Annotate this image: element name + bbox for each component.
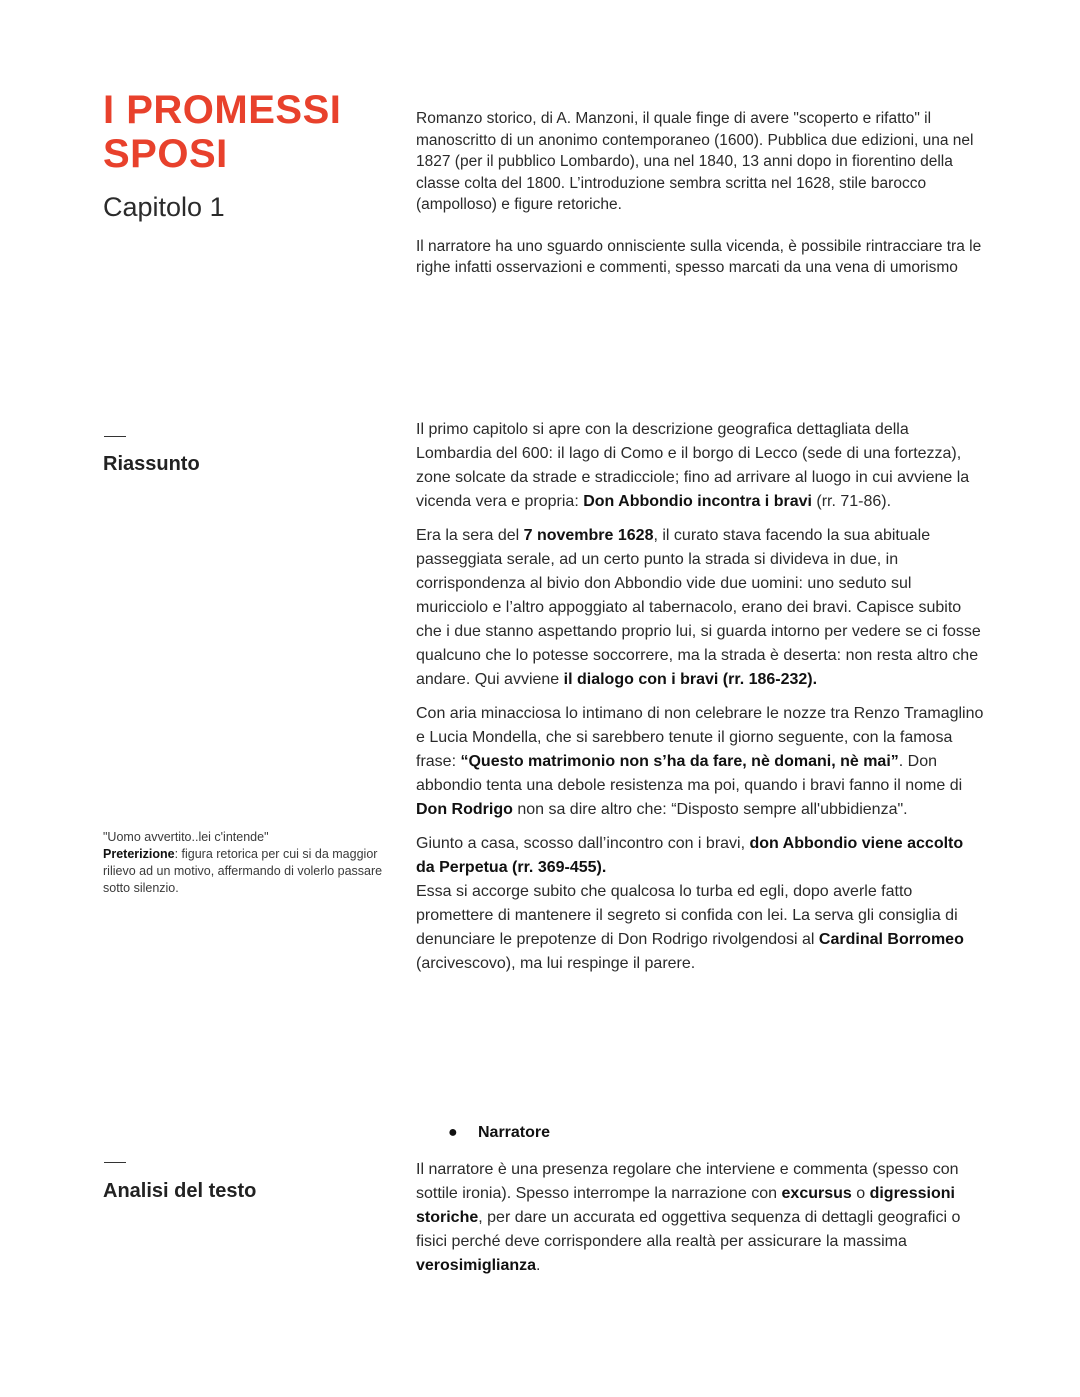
bullet-label: Narratore — [478, 1124, 551, 1141]
section-heading-riassunto: Riassunto — [103, 453, 200, 475]
riassunto-paragraph: Con aria minacciosa lo intimano di non celebrare le nozze tra Renzo Tramaglino e Lucia Mondella, che si sarebbero tenute il giorno seguente, con la famosa frase: “Questo matrimonio non s’ha da fare, nè domani, nè mai”. Don abbondio tenta una debole resistenza ma poi, quando i bravi fanno il nome di Don Rodrigo non sa dire altro che: “Disposto sempre all'ubbidienza". — [416, 705, 984, 818]
section-divider — [104, 1162, 126, 1163]
side-note-definition: Preterizione: figura retorica per cui si da maggior rilievo ad un motivo, affermando di volerlo passare sotto silenzio. — [103, 847, 383, 895]
analisi-paragraph: Il narratore è una presenza regolare che interviene e commenta (spesso con sottile ironia). Spesso interrompe la narrazione con excursus o digressioni storiche, per dare un accurata ed oggettiva sequenza di dettagli geografici o fisici perché deve corrispondere alla realtà per assicurare la massima verosimiglianza. — [416, 1161, 961, 1274]
title-line-1: I PROMESSI — [103, 88, 342, 132]
analisi-body — [416, 1158, 986, 1288]
riassunto-body — [416, 418, 986, 986]
section-heading-analisi: Analisi del testo — [103, 1180, 257, 1202]
bullet-item-narratore — [448, 1124, 550, 1142]
bullet-icon: ● — [448, 1124, 458, 1141]
intro-paragraph-2: Il narratore ha uno sguardo onnisciente sulla vicenda, è possibile rintracciare tra le righe infatti osservazioni e commenti, spesso marcati da una vena di umorismo — [416, 237, 982, 276]
side-note-quote: "Uomo avvertito..lei c'intende" — [103, 830, 269, 844]
riassunto-paragraph: Era la sera del 7 novembre 1628, il curato stava facendo la sua abituale passeggiata serale, ad un certo punto la strada si divideva in due, in corrispondenza al bivio don Abbondio vide due uomini: uno seduto sul muricciolo e l’altro appoggiato al tabernacolo, erano dei bravi. Capisce subito che i due stanno aspettando proprio lui, si guarda intorno per vedere se ci fosse qualcuno che lo potesse soccorrere, ma la strada è deserta: non resta altro che andare. Qui avviene il dialogo con i bravi (rr. 186-232). — [416, 527, 981, 688]
riassunto-paragraph: Giunto a casa, scosso dall’incontro con i bravi, don Abbondio viene accolto da Perpetua (rr. 369-455). Essa si accorge subito che qualcosa lo turba ed egli, dopo averle fatto promettere di mantenere il segreto si confida con lei. La serva gli consiglia di denunciare le prepotenze di Don Rodrigo rivolgendosi al Cardinal Borromeo (arcivescovo), ma lui respinge il parere. — [416, 835, 964, 972]
riassunto-paragraph: Il primo capitolo si apre con la descrizione geografica dettagliata della Lombardia del 600: il lago di Como e il borgo di Lecco (sede di una fortezza), zone solcate da strade e stradicciole; fino ad arrivare al luogo in cui avviene la vicenda vera e propria: Don Abbondio incontra i bravi (rr. 71-86). — [416, 421, 970, 510]
chapter-subtitle: Capitolo 1 — [103, 192, 225, 222]
side-note-preterizione — [103, 829, 393, 897]
document-title — [103, 88, 393, 176]
title-line-2: SPOSI — [103, 132, 228, 176]
intro-text — [416, 108, 986, 299]
section-divider — [104, 436, 126, 437]
intro-paragraph-1: Romanzo storico, di A. Manzoni, il quale finge di avere "scoperto e rifatto" il manoscritto di un anonimo contemporaneo (1600). Pubblica due edizioni, una nel 1827 (per il pubblico Lombardo), una nel 1840, 13 anni dopo in fiorentino della classe colta del 1800. L’introduzione sembra scritta nel 1628, stile barocco (ampolloso) e figure retoriche. — [416, 110, 974, 213]
